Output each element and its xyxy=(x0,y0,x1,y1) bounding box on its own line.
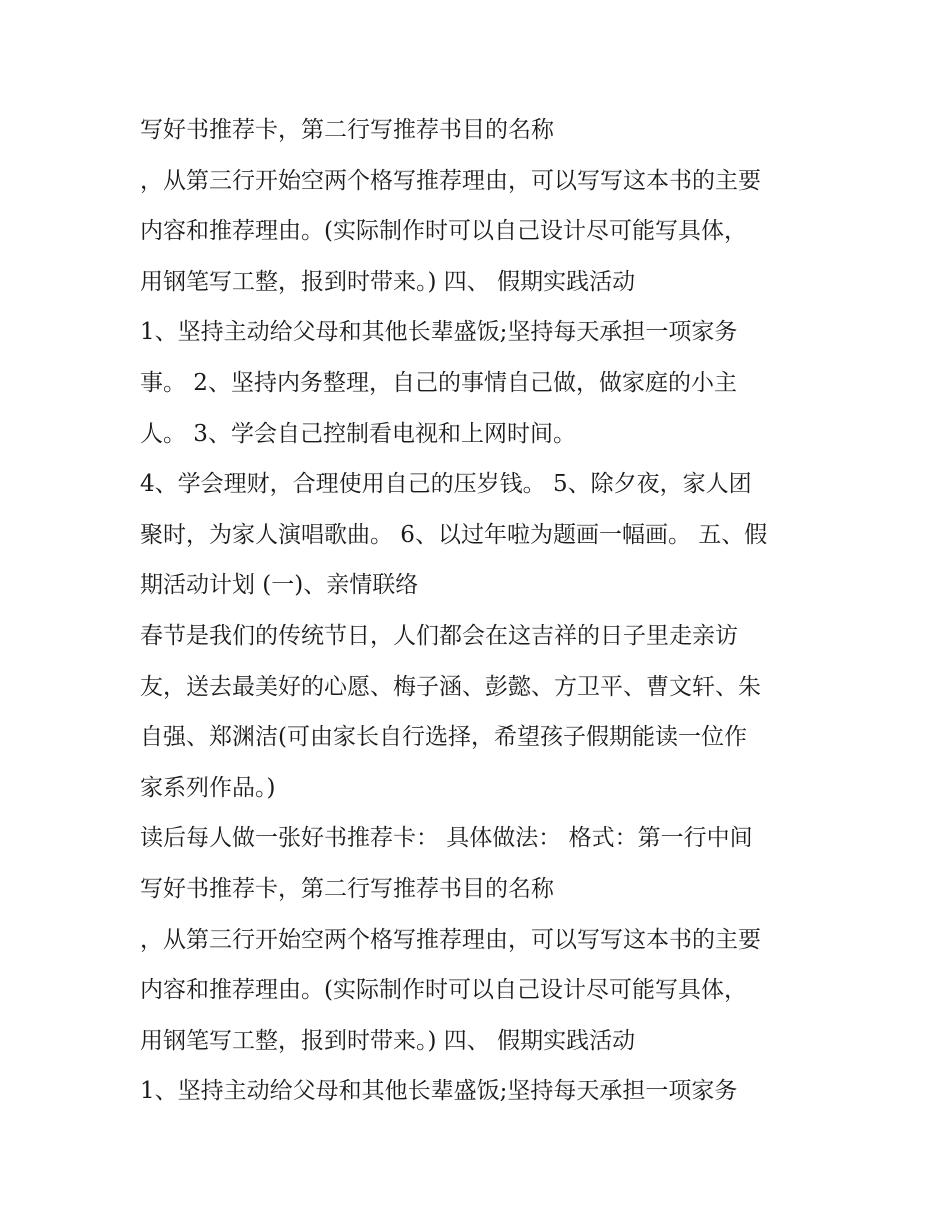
text-line: 内容和推荐理由。(实际制作时可以自己设计尽可能写具体， xyxy=(140,218,747,245)
text-line: 春节是我们的传统节日，人们都会在这吉祥的日子里走亲访 xyxy=(140,622,738,649)
text-line: 写好书推荐卡，第二行写推荐书目的名称 xyxy=(140,875,554,902)
text-line: 家系列作品。) xyxy=(140,774,276,801)
text-line: 期活动计划 (一)、亲情联络 xyxy=(140,572,419,599)
text-line: 自强、郑渊洁(可由家长自行选择，希望孩子假期能读一位作 xyxy=(140,724,747,751)
text-line: ，从第三行开始空两个格写推荐理由，可以写写这本书的主要 xyxy=(140,926,761,953)
text-line: 用钢笔写工整，报到时带来。) 四、 假期实践活动 xyxy=(140,1027,636,1054)
text-line: 人。 3、学会自己控制看电视和上网时间。 xyxy=(140,420,576,447)
text-line: 用钢笔写工整，报到时带来。) 四、 假期实践活动 xyxy=(140,268,636,295)
text-line: 1、坚持主动给父母和其他长辈盛饭;坚持每天承担一项家务 xyxy=(140,319,738,346)
text-line: 事。 2、坚持内务整理，自己的事情自己做，做家庭的小主 xyxy=(140,369,737,396)
text-line: 读后每人做一张好书推荐卡： 具体做法： 格式：第一行中间 xyxy=(140,825,753,852)
text-line: 1、坚持主动给父母和其他长辈盛饭;坚持每天承担一项家务 xyxy=(140,1078,738,1105)
text-line: 聚时，为家人演唱歌曲。 6、以过年啦为题画一幅画。 五、假 xyxy=(140,521,768,548)
text-line: ，从第三行开始空两个格写推荐理由，可以写写这本书的主要 xyxy=(140,167,761,194)
text-line: 内容和推荐理由。(实际制作时可以自己设计尽可能写具体， xyxy=(140,977,747,1004)
text-line: 写好书推荐卡，第二行写推荐书目的名称 xyxy=(140,117,554,143)
body-text xyxy=(140,105,840,1117)
text-line: 友，送去最美好的心愿、梅子涵、彭懿、方卫平、曹文轩、朱 xyxy=(140,673,761,700)
text-line: 4、学会理财，合理使用自己的压岁钱。 5、除夕夜，家人团 xyxy=(140,471,752,498)
